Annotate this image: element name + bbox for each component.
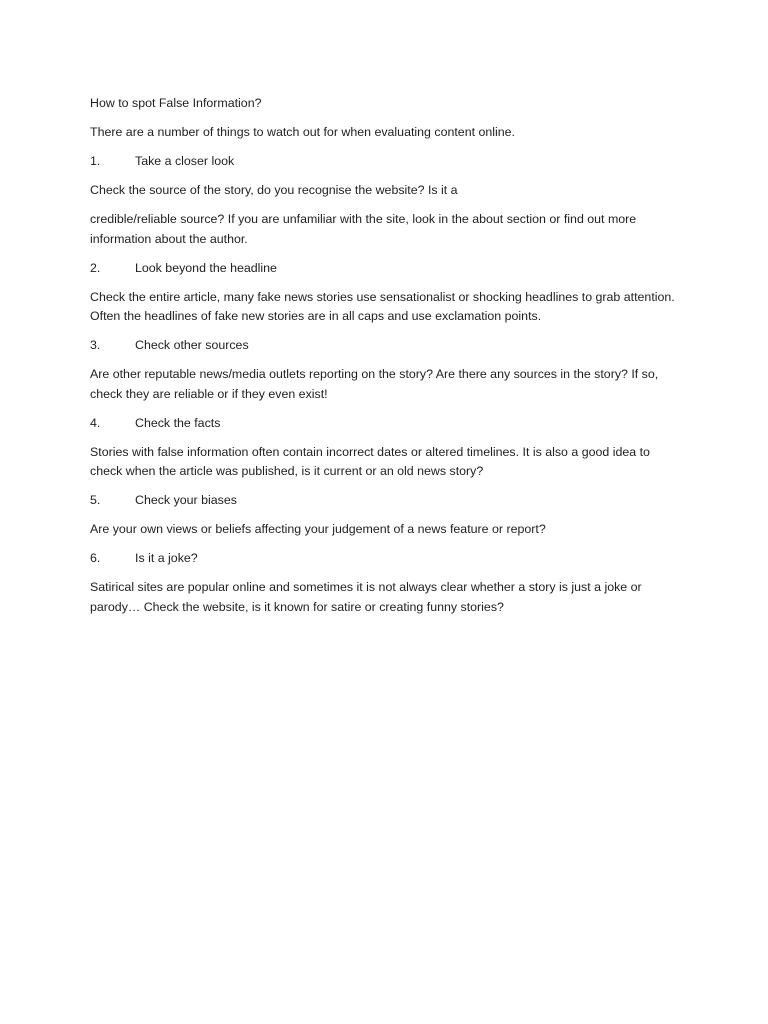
section-1-paragraph-1: Check the source of the story, do you recognise the website? Is it a [90,183,458,197]
section-5-paragraph: Are your own views or beliefs affecting your judgement of a news feature or report? [90,522,546,536]
section-number: 3. [90,338,101,352]
section-2-heading [90,259,680,279]
section-number: 1. [90,154,101,168]
section-3-heading [90,336,680,356]
section-number: 4. [90,415,101,430]
section-title: Take a closer look [135,154,235,168]
section-6-paragraph: Satirical sites are popular online and sometimes it is not always clear whether a story is just a joke or parody… Check the website, is it known for satire or creating funny stories? [90,580,642,614]
section-1-heading [90,152,680,172]
section-title: Is it a joke? [135,551,198,565]
section-title: Check the facts [135,415,221,430]
section-number: 6. [90,551,101,565]
section-number: 2. [90,260,101,275]
section-6-heading [90,549,680,569]
intro-paragraph: There are a number of things to watch out for when evaluating content online. [90,125,515,139]
section-title: Check other sources [135,338,249,352]
section-3-paragraph: Are other reputable news/media outlets reporting on the story? Are there any sources in the story? If so, check they are reliable or if they even exist! [90,367,659,401]
section-4-paragraph: Stories with false information often contain incorrect dates or altered timelines. It is also a good idea to check when the article was published, is it current or an old news story? [90,444,650,478]
section-number: 5. [90,493,101,507]
document-title: How to spot False Information? [90,96,262,110]
section-1-paragraph-2: credible/reliable source? If you are unfamiliar with the site, look in the about section or find out more information about the author. [90,212,637,246]
section-5-heading [90,491,680,511]
section-2-paragraph: Check the entire article, many fake news stories use sensationalist or shocking headlines to grab attention. Often the headlines of fake new stories are in all caps and use exclamation points. [90,289,675,323]
section-title: Check your biases [135,493,237,507]
section-title: Look beyond the headline [135,260,277,275]
section-4-heading [90,414,680,434]
